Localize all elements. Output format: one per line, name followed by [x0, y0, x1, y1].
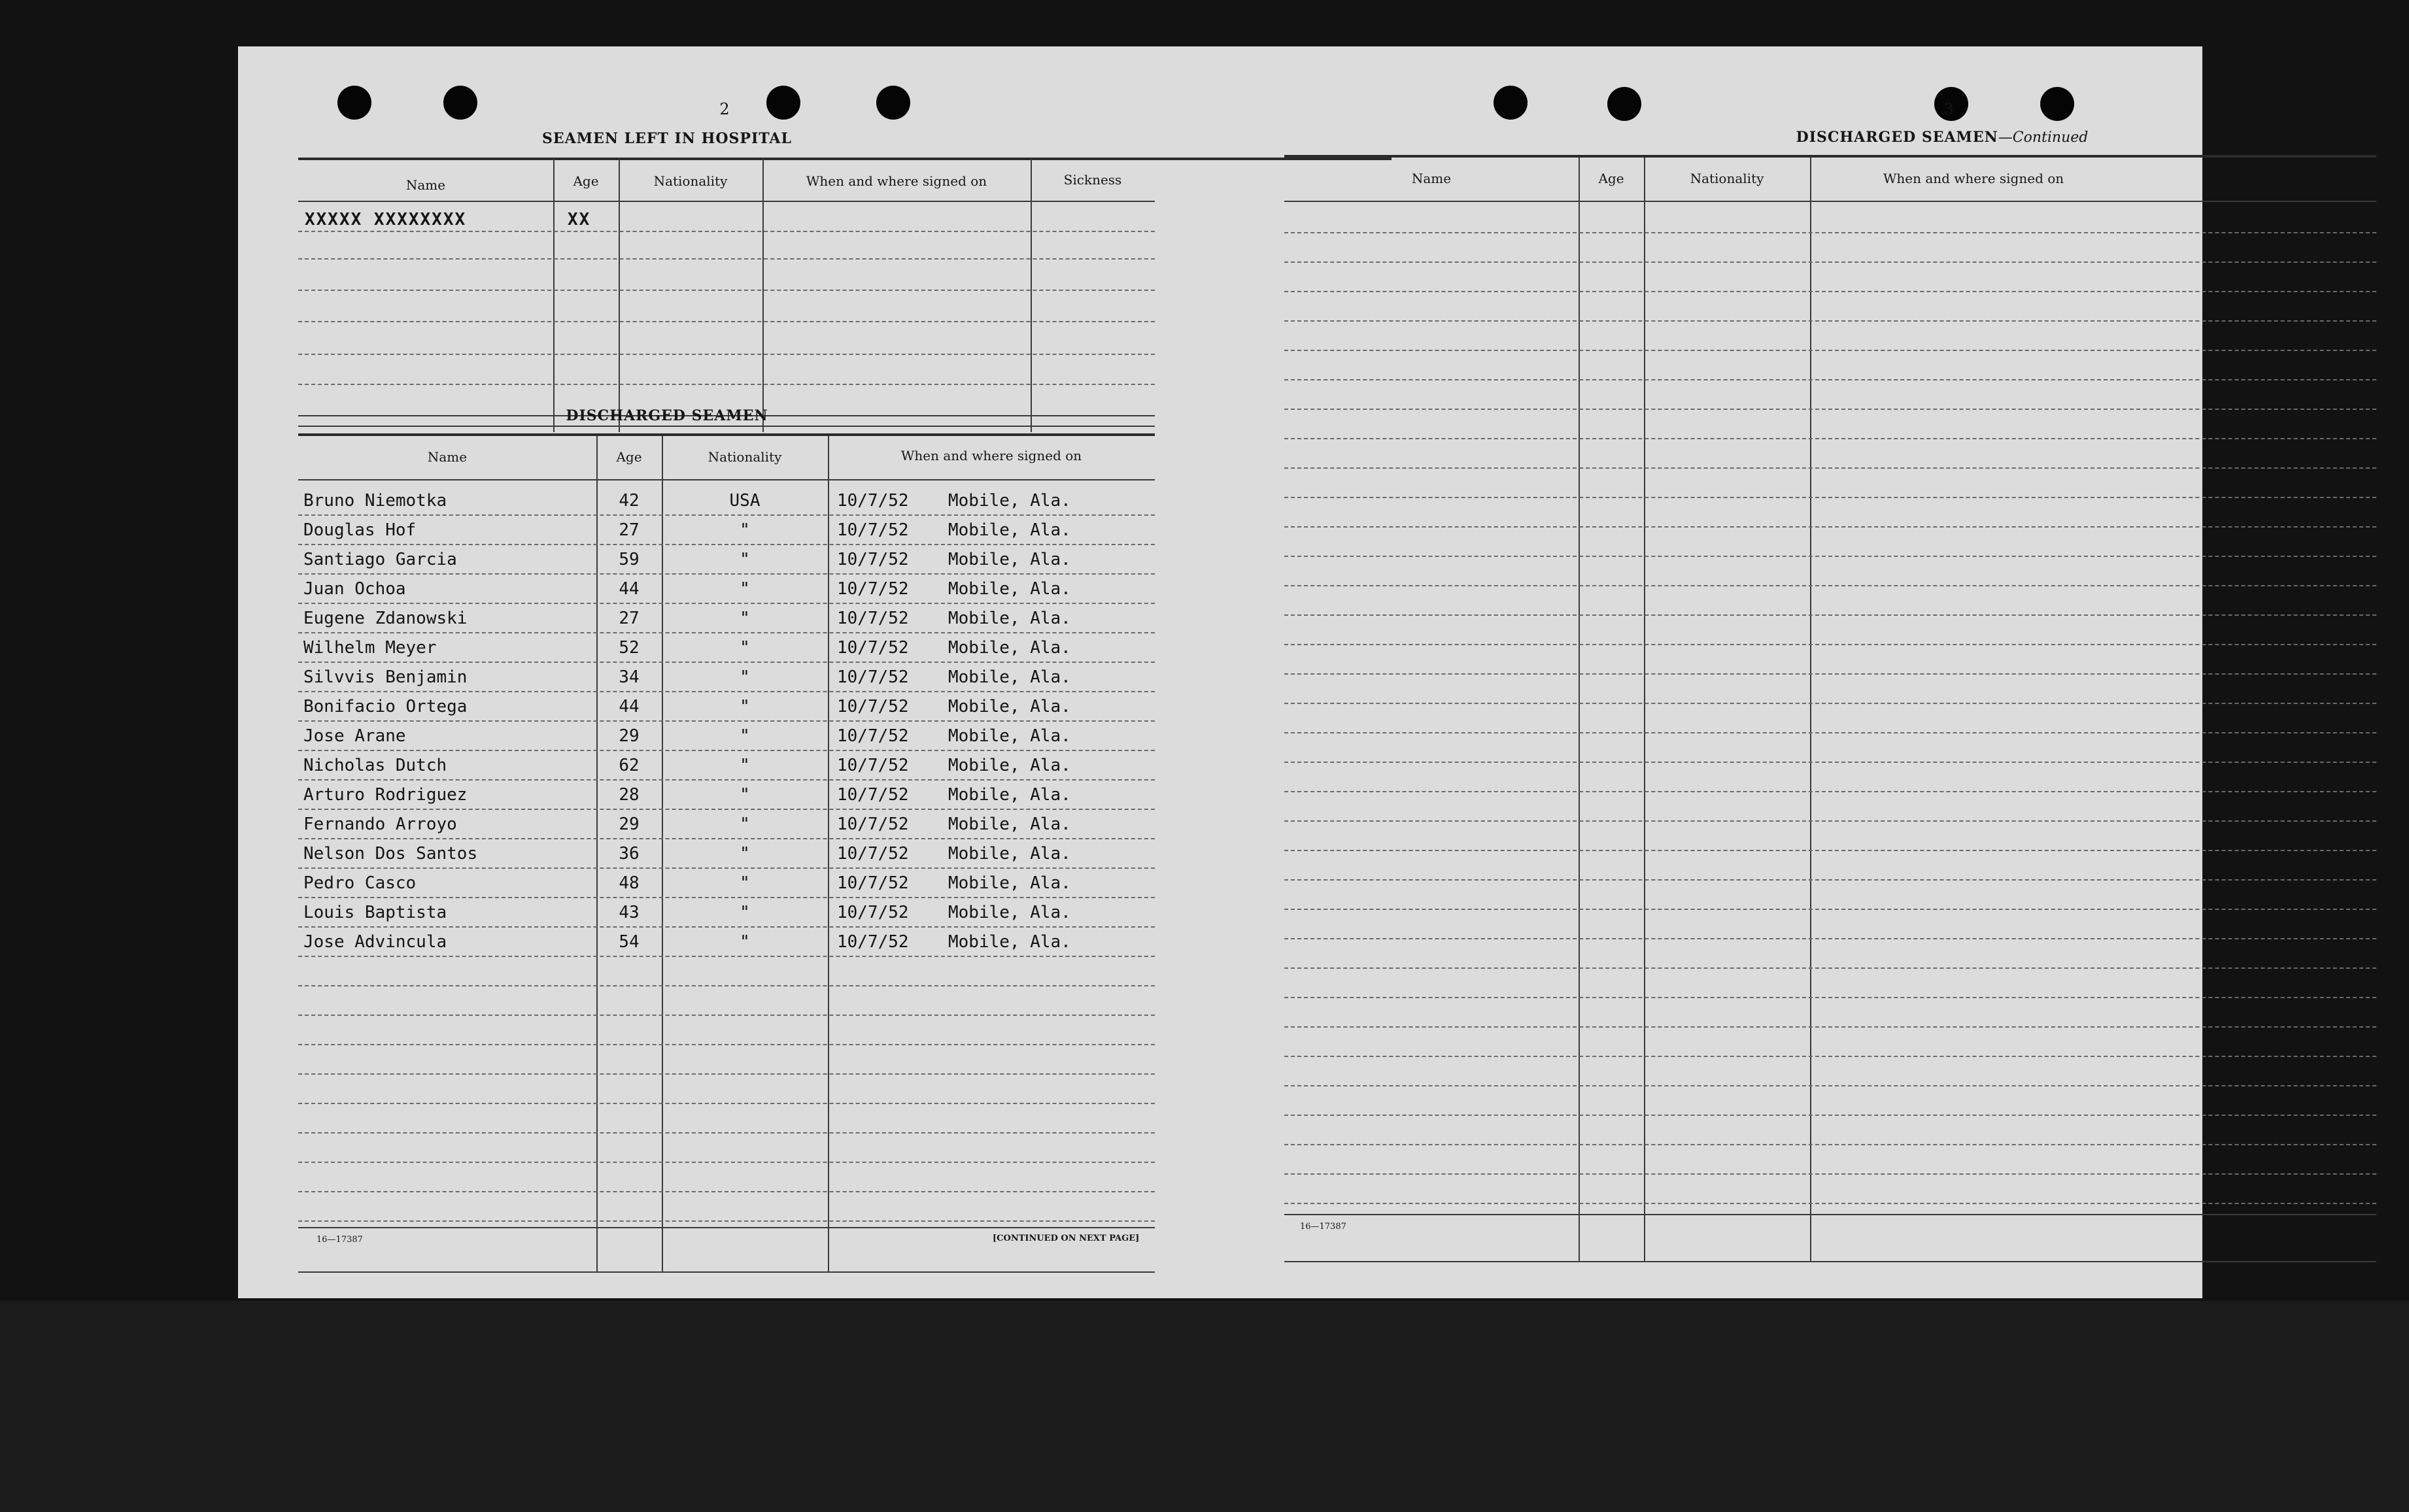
row-rule: [298, 321, 1155, 322]
table-bottom-rule: [1284, 1214, 2376, 1215]
row-rule: [298, 809, 1155, 810]
seaman-age: 34: [619, 667, 640, 687]
table-bottom-rule: [298, 1227, 1155, 1228]
row-rule: [298, 1191, 1155, 1192]
signed-on-date: 10/7/52: [837, 638, 909, 658]
table-bottom-rule: [298, 426, 1155, 427]
signed-on-place: Mobile, Ala.: [948, 520, 1071, 540]
signed-on-date: 10/7/52: [837, 726, 909, 746]
seaman-name: Juan Ochoa: [303, 579, 406, 599]
row-rule: [298, 1220, 1155, 1222]
table-rule: [1284, 155, 2376, 158]
seaman-name: Santiago Garcia: [303, 550, 457, 569]
col-header-nationality: Nationality: [1690, 171, 1764, 186]
col-header-age: Age: [1598, 171, 1624, 186]
row-rule: [298, 750, 1155, 751]
header-rule: [298, 201, 1155, 202]
page-number-right: 3: [1943, 100, 1954, 118]
column-divider: [828, 436, 829, 1273]
column-divider: [1810, 158, 1811, 1261]
table-bottom-rule: [298, 1271, 1155, 1273]
row-rule: [1284, 1203, 2376, 1204]
signed-on-date: 10/7/52: [837, 815, 909, 834]
seaman-nationality: ": [740, 697, 750, 716]
signed-on-place: Mobile, Ala.: [948, 491, 1071, 511]
seaman-nationality: ": [740, 667, 750, 687]
col-header-name: Name: [1411, 171, 1452, 186]
row-rule: [1284, 820, 2376, 822]
title-continued-text: —Continued: [1998, 129, 2089, 146]
signed-on-date: 10/7/52: [837, 520, 909, 540]
seaman-nationality: USA: [729, 491, 760, 511]
row-rule: [1284, 526, 2376, 528]
seaman-name: Nelson Dos Santos: [303, 844, 478, 864]
row-rule: [298, 662, 1155, 663]
row-rule: [298, 867, 1155, 869]
col-header-signed-on: When and where signed on: [806, 173, 987, 189]
signed-on-place: Mobile, Ala.: [948, 609, 1071, 628]
row-rule: [1284, 1026, 2376, 1028]
row-rule: [298, 1073, 1155, 1075]
signed-on-place: Mobile, Ala.: [948, 756, 1071, 775]
seaman-age: 36: [619, 844, 640, 864]
row-rule: [1284, 350, 2376, 351]
left-page: [238, 46, 1220, 1298]
row-rule: [298, 544, 1155, 545]
seaman-age: 48: [619, 873, 640, 893]
signed-on-date: 10/7/52: [837, 844, 909, 864]
page-number: 2: [719, 100, 730, 118]
right-page: [1220, 46, 2202, 1298]
row-rule: [1284, 850, 2376, 851]
header-rule: [298, 479, 1155, 480]
signed-on-place: Mobile, Ala.: [948, 726, 1071, 746]
signed-on-date: 10/7/52: [837, 903, 909, 922]
seaman-age: 42: [619, 491, 640, 511]
seaman-name: Nicholas Dutch: [303, 756, 447, 775]
hospital-section-title: SEAMEN LEFT IN HOSPITAL: [542, 130, 792, 147]
column-divider: [619, 159, 620, 432]
signed-on-date: 10/7/52: [837, 609, 909, 628]
seaman-nationality: ": [740, 579, 750, 599]
scan-background: [0, 1301, 2409, 1512]
seaman-nationality: ": [740, 520, 750, 540]
row-rule: [298, 1132, 1155, 1134]
signed-on-date: 10/7/52: [837, 873, 909, 893]
seaman-nationality: ": [740, 756, 750, 775]
row-rule: [298, 354, 1155, 355]
col-header-nationality: Nationality: [708, 449, 782, 465]
row-rule: [298, 384, 1155, 385]
row-rule: [1284, 644, 2376, 645]
signed-on-date: 10/7/52: [837, 491, 909, 511]
seaman-age: 43: [619, 903, 640, 922]
seaman-nationality: ": [740, 844, 750, 864]
signed-on-place: Mobile, Ala.: [948, 697, 1071, 716]
seaman-age: 44: [619, 579, 640, 599]
seaman-age: 29: [619, 726, 640, 746]
table-rule: [298, 433, 1155, 436]
row-rule: [1284, 1115, 2376, 1116]
row-rule: [298, 779, 1155, 781]
redacted-name: XXXXX XXXXXXXX: [305, 210, 467, 229]
col-header-signed-on: When and where signed on: [900, 448, 1082, 463]
title-text: DISCHARGED SEAMEN: [1796, 129, 1998, 146]
row-rule: [298, 1162, 1155, 1163]
seaman-name: Eugene Zdanowski: [303, 609, 468, 628]
form-number: 16—17387: [316, 1235, 363, 1245]
row-rule: [298, 720, 1155, 722]
discharged-continued-title: [1759, 129, 2125, 146]
seaman-nationality: ": [740, 550, 750, 569]
row-rule: [1284, 673, 2376, 675]
seaman-age: 59: [619, 550, 640, 569]
row-rule: [1284, 879, 2376, 881]
row-rule: [1284, 938, 2376, 939]
row-rule: [1284, 556, 2376, 557]
column-divider: [1644, 158, 1645, 1261]
seaman-nationality: ": [740, 785, 750, 805]
seaman-name: Jose Advincula: [303, 932, 447, 952]
seaman-name: Fernando Arroyo: [303, 815, 457, 834]
seaman-nationality: ": [740, 903, 750, 922]
signed-on-place: Mobile, Ala.: [948, 844, 1071, 864]
col-header-name: Name: [427, 449, 468, 465]
seaman-nationality: ": [740, 726, 750, 746]
seaman-age: 54: [619, 932, 640, 952]
row-rule: [1284, 497, 2376, 498]
row-rule: [1284, 1173, 2376, 1175]
row-rule: [298, 985, 1155, 986]
signed-on-date: 10/7/52: [837, 697, 909, 716]
row-rule: [1284, 320, 2376, 322]
row-rule: [1284, 762, 2376, 763]
seaman-name: Louis Baptista: [303, 903, 447, 922]
row-rule: [298, 231, 1155, 232]
seaman-age: 62: [619, 756, 640, 775]
seaman-name: Arturo Rodriguez: [303, 785, 468, 805]
row-rule: [298, 258, 1155, 260]
signed-on-place: Mobile, Ala.: [948, 550, 1071, 569]
seaman-age: 28: [619, 785, 640, 805]
signed-on-date: 10/7/52: [837, 932, 909, 952]
row-rule: [298, 573, 1155, 575]
row-rule: [1284, 967, 2376, 969]
col-header-age: Age: [573, 173, 599, 189]
seaman-age: 29: [619, 815, 640, 834]
col-header-name: Name: [405, 177, 446, 193]
seaman-age: 27: [619, 609, 640, 628]
row-rule: [1284, 732, 2376, 733]
row-rule: [1284, 703, 2376, 704]
row-rule: [298, 1044, 1155, 1045]
col-header-nationality: Nationality: [653, 173, 728, 189]
row-rule: [298, 691, 1155, 692]
seaman-name: Wilhelm Meyer: [303, 638, 437, 658]
seaman-nationality: ": [740, 609, 750, 628]
signed-on-place: Mobile, Ala.: [948, 579, 1071, 599]
row-rule: [298, 838, 1155, 839]
row-rule: [1284, 467, 2376, 469]
col-header-sickness: Sickness: [1063, 172, 1122, 188]
seaman-name: Silvvis Benjamin: [303, 667, 468, 687]
column-divider: [553, 159, 555, 432]
seaman-name: Bonifacio Ortega: [303, 697, 468, 716]
row-rule: [298, 956, 1155, 957]
row-rule: [1284, 409, 2376, 410]
row-rule: [1284, 232, 2376, 233]
row-rule: [1284, 997, 2376, 998]
row-rule: [298, 1015, 1155, 1016]
manifest-sheet: [238, 46, 2202, 1298]
row-rule: [1284, 438, 2376, 439]
signed-on-date: 10/7/52: [837, 667, 909, 687]
signed-on-date: 10/7/52: [837, 785, 909, 805]
discharged-section-title: DISCHARGED SEAMEN: [566, 407, 768, 424]
seaman-age: 52: [619, 638, 640, 658]
row-rule: [1284, 1085, 2376, 1086]
row-rule: [298, 926, 1155, 928]
seaman-nationality: ": [740, 932, 750, 952]
column-divider: [762, 159, 764, 432]
signed-on-place: Mobile, Ala.: [948, 903, 1071, 922]
seaman-nationality: ": [740, 815, 750, 834]
header-rule: [1284, 201, 2376, 202]
row-rule: [298, 603, 1155, 604]
row-rule: [298, 632, 1155, 633]
signed-on-date: 10/7/52: [837, 550, 909, 569]
signed-on-place: Mobile, Ala.: [948, 815, 1071, 834]
seaman-nationality: ": [740, 873, 750, 893]
column-divider: [1031, 159, 1032, 432]
row-rule: [1284, 614, 2376, 616]
signed-on-date: 10/7/52: [837, 756, 909, 775]
row-rule: [1284, 291, 2376, 292]
seaman-name: Jose Arane: [303, 726, 406, 746]
signed-on-place: Mobile, Ala.: [948, 667, 1071, 687]
row-rule: [298, 1103, 1155, 1104]
table-bottom-rule: [1284, 1261, 2376, 1262]
row-rule: [1284, 791, 2376, 792]
row-rule: [1284, 585, 2376, 586]
seaman-age: 27: [619, 520, 640, 540]
seaman-name: Pedro Casco: [303, 873, 417, 893]
signed-on-place: Mobile, Ala.: [948, 873, 1071, 893]
row-rule: [1284, 379, 2376, 380]
continued-note: [CONTINUED ON NEXT PAGE]: [993, 1234, 1140, 1243]
row-rule: [1284, 261, 2376, 263]
redacted-age: XX: [568, 210, 591, 229]
row-rule: [298, 897, 1155, 898]
seaman-name: Bruno Niemotka: [303, 491, 447, 511]
row-rule: [1284, 1144, 2376, 1145]
row-rule: [298, 514, 1155, 516]
form-number-right: 16—17387: [1300, 1222, 1346, 1232]
seaman-nationality: ": [740, 638, 750, 658]
signed-on-place: Mobile, Ala.: [948, 638, 1071, 658]
row-rule: [1284, 909, 2376, 910]
col-header-signed-on: When and where signed on: [1883, 171, 2064, 186]
seaman-age: 44: [619, 697, 640, 716]
signed-on-place: Mobile, Ala.: [948, 785, 1071, 805]
row-rule: [1284, 1056, 2376, 1057]
column-divider: [1579, 158, 1580, 1261]
signed-on-date: 10/7/52: [837, 579, 909, 599]
signed-on-place: Mobile, Ala.: [948, 932, 1071, 952]
col-header-age: Age: [616, 449, 642, 465]
seaman-name: Douglas Hof: [303, 520, 417, 540]
row-rule: [298, 290, 1155, 291]
